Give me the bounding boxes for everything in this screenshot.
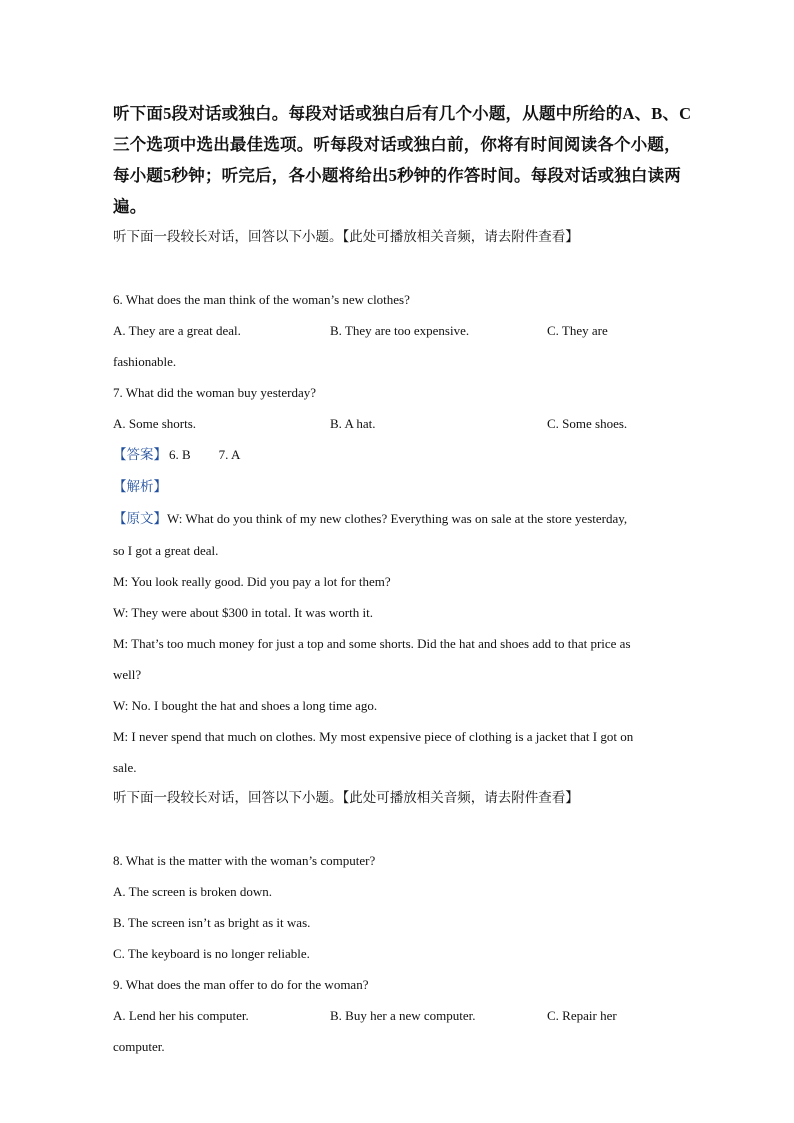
option-a: A. Some shorts. xyxy=(113,416,197,431)
question-9: 9. What does the man offer to do for the woman? xyxy=(113,977,369,992)
option-b: B. Buy her a new computer. xyxy=(330,1008,476,1023)
question-8: 8. What is the matter with the woman’s computer? xyxy=(113,853,376,868)
option-c-wrap: computer. xyxy=(113,1039,165,1054)
question-7-options xyxy=(113,408,693,439)
option-c: C. The keyboard is no longer reliable. xyxy=(113,946,310,961)
question-9-options xyxy=(113,1000,693,1031)
transcript-line-3: W: They were about $300 in total. It was worth it. xyxy=(113,605,373,620)
analysis-label: 【解析】 xyxy=(113,479,167,495)
transcript-line-1 xyxy=(113,503,693,535)
option-a: A. They are a great deal. xyxy=(113,323,241,338)
question-6: 6. What does the man think of the woman’s new clothes? xyxy=(113,292,410,307)
option-b: B. The screen isn’t as bright as it was. xyxy=(113,915,311,930)
option-b: B. A hat. xyxy=(330,416,376,431)
transcript-line-6-wrap: sale. xyxy=(113,760,137,775)
original-label: 【原文】 xyxy=(113,511,167,527)
option-a: A. The screen is broken down. xyxy=(113,884,272,899)
section-2-intro: 听下面一段较长对话，回答以下小题。【此处可播放相关音频，请去附件查看】 xyxy=(113,790,579,806)
transcript-line-5: W: No. I bought the hat and shoes a long time ago. xyxy=(113,698,378,713)
option-c: C. Repair her xyxy=(547,1008,617,1023)
spacer xyxy=(113,814,693,845)
question-6-options xyxy=(113,315,693,346)
answer-7: 7. A xyxy=(218,447,241,462)
question-7: 7. What did the woman buy yesterday? xyxy=(113,385,317,400)
analysis-line xyxy=(113,471,693,503)
transcript-line-1-wrap: so I got a great deal. xyxy=(113,543,219,558)
section-1-intro: 听下面一段较长对话，回答以下小题。【此处可播放相关音频，请去附件查看】 xyxy=(113,229,579,245)
option-a: A. Lend her his computer. xyxy=(113,1008,249,1023)
option-b: B. They are too expensive. xyxy=(330,323,470,338)
instructions: 听下面5段对话或独白。每段对话或独白后有几个小题，从题中所给的A、B、C三个选项中选出最佳选项。听每段对话或独白前，你将有时间阅读各个小题，每小题5秒钟；听完后，各小题将给出5秒钟的作答时间。每段对话或独白读两遍。 xyxy=(113,104,692,216)
transcript-line-4: M: That’s too much money for just a top and some shorts. Did the hat and shoes add to that price as xyxy=(113,636,631,651)
spacer xyxy=(113,253,693,284)
document-page xyxy=(113,98,693,1062)
transcript-line-2: M: You look really good. Did you pay a lot for them? xyxy=(113,574,391,589)
option-c: C. Some shoes. xyxy=(547,416,628,431)
answer-label: 【答案】 xyxy=(113,447,167,463)
transcript-text: W: What do you think of my new clothes? Everything was on sale at the store yesterday, xyxy=(167,511,628,526)
transcript-line-4-wrap: well? xyxy=(113,667,142,682)
option-c: C. They are xyxy=(547,323,608,338)
answer-6: 6. B xyxy=(169,447,191,462)
answer-line xyxy=(113,439,693,471)
transcript-line-6: M: I never spend that much on clothes. My most expensive piece of clothing is a jacket that I got on xyxy=(113,729,634,744)
option-c-wrap: fashionable. xyxy=(113,354,177,369)
